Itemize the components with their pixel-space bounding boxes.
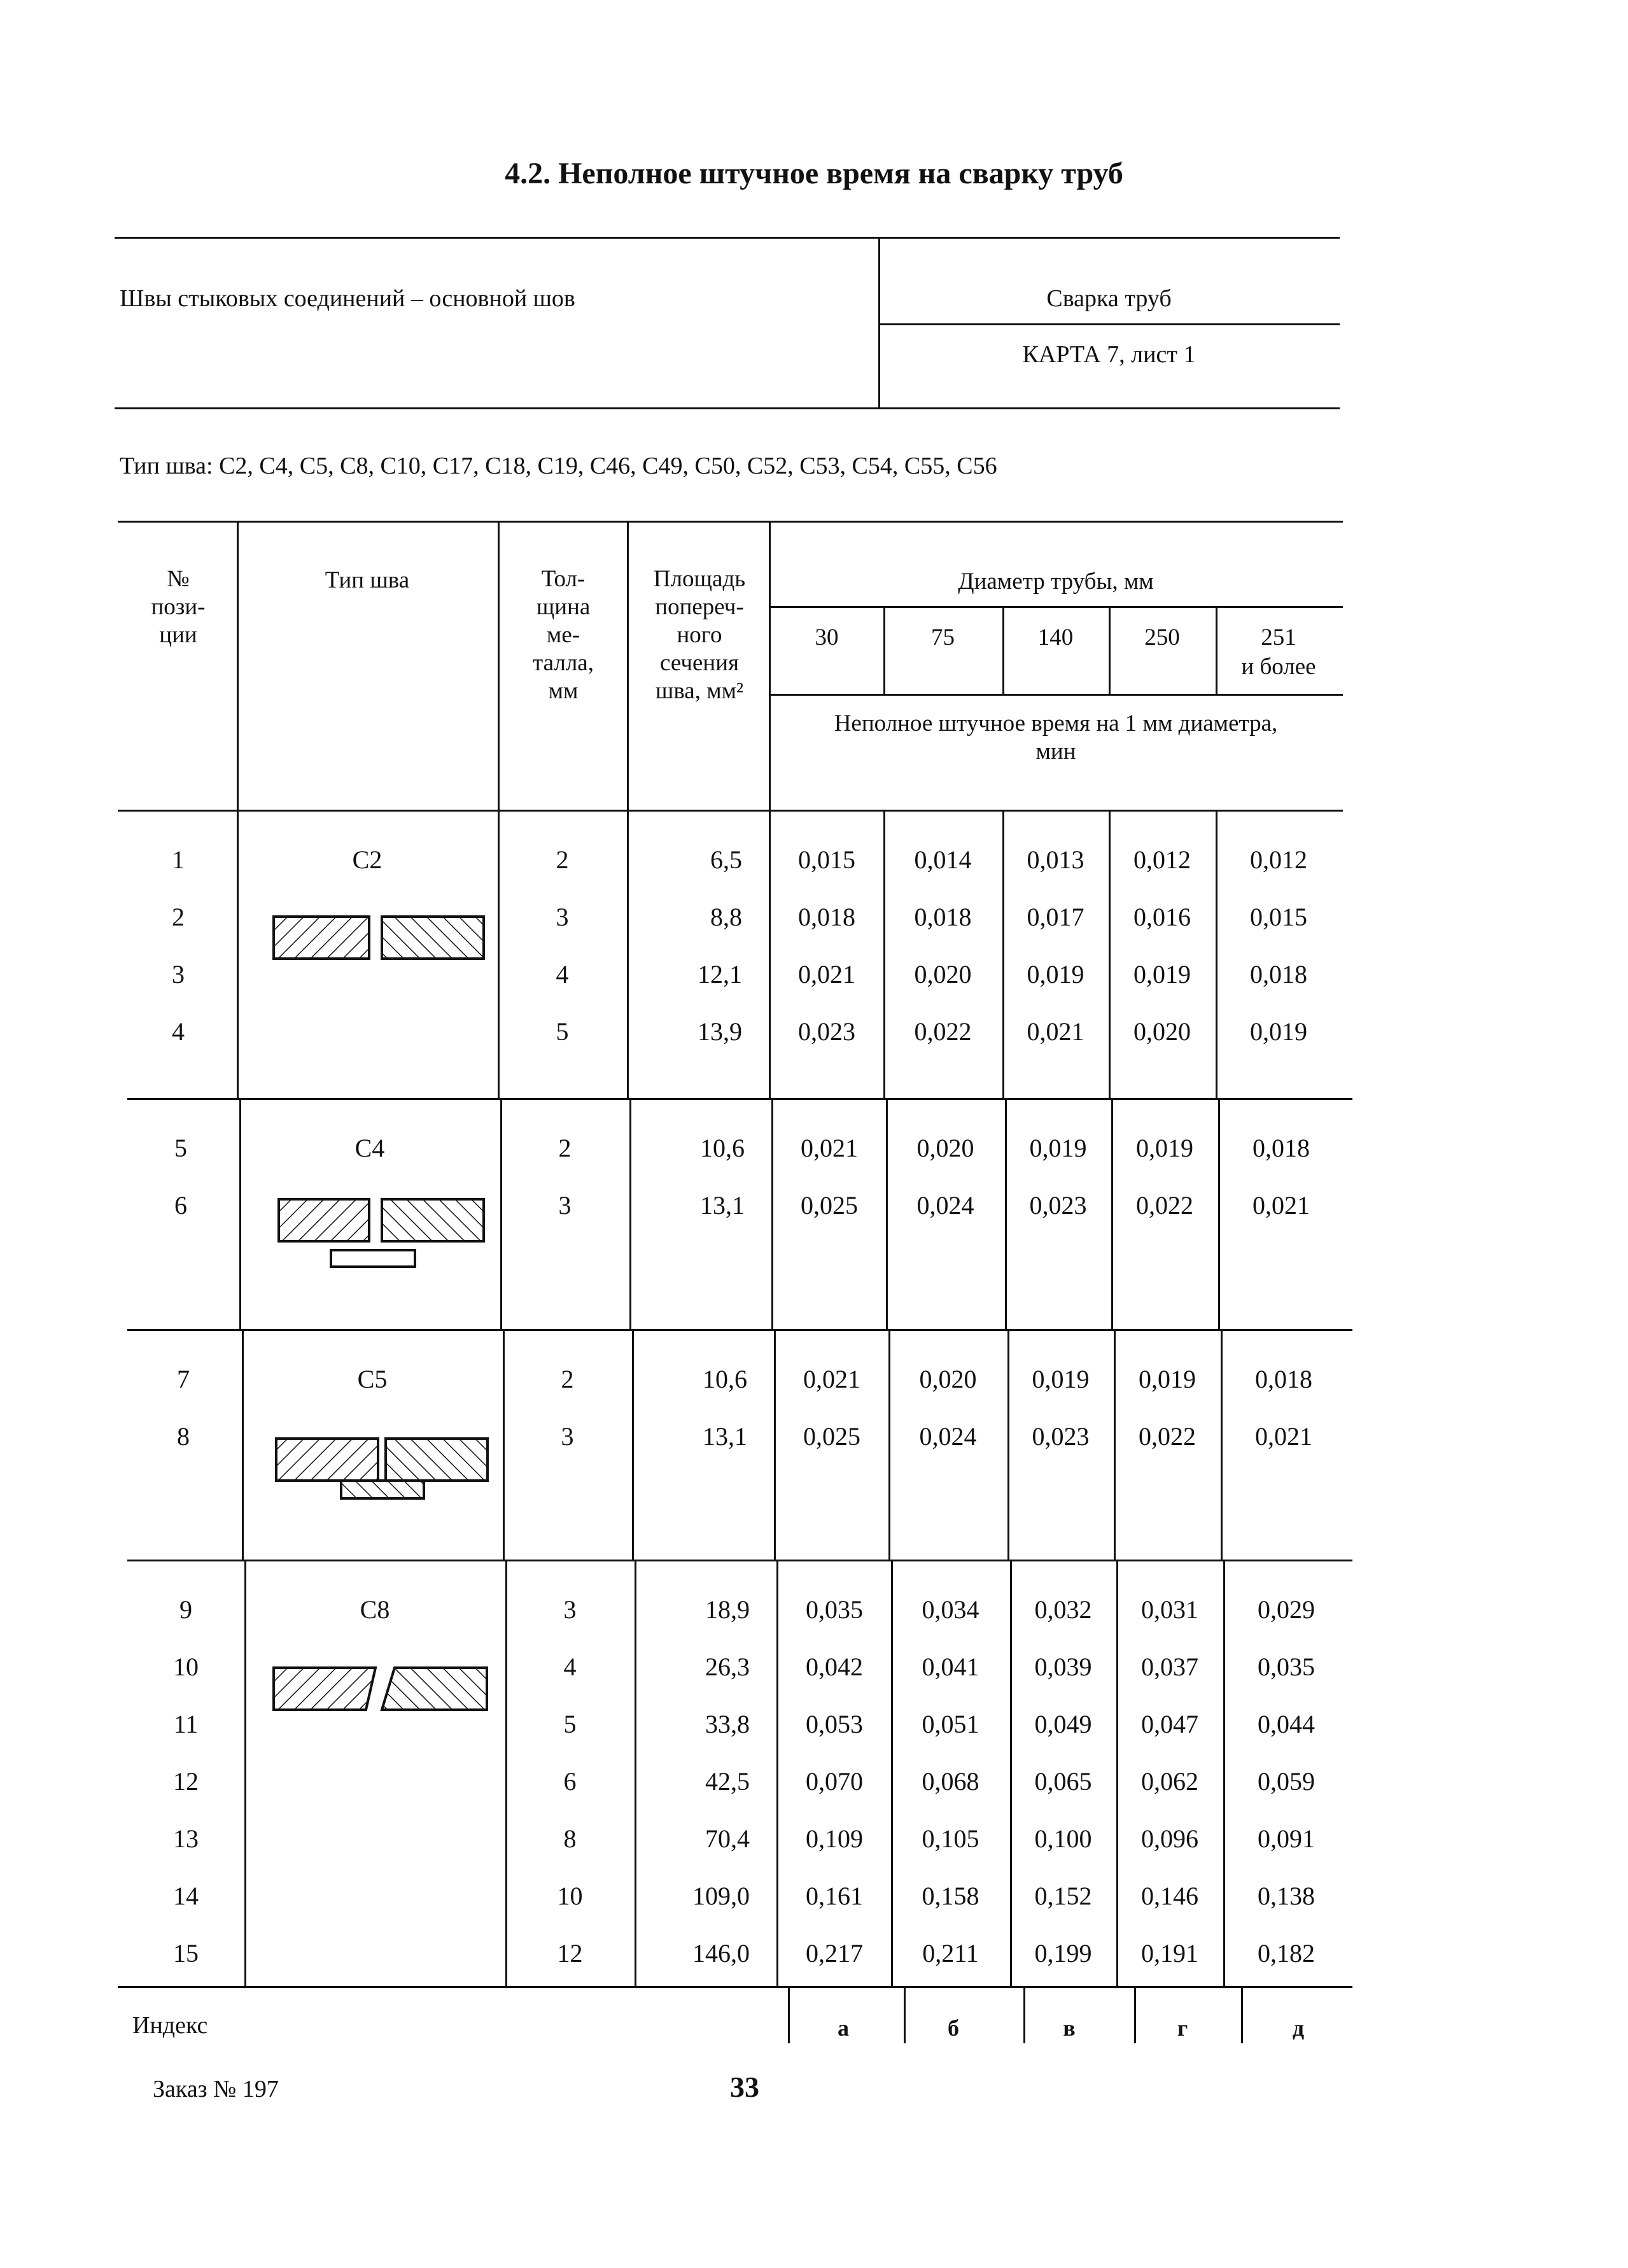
header-time-note-line: Неполное штучное время на 1 мм диаметра, [834,710,1278,736]
header-thickness-line: талла, [533,650,594,676]
row-position: 5 [174,1134,187,1162]
diameter-value: 140 [1037,624,1074,651]
seam-type-label: С2 [352,845,382,874]
row-time-value: 0,021 [1255,1422,1312,1451]
header-diameter: Диаметр трубы, мм [958,568,1154,595]
row-area: 12,1 [698,960,742,989]
row-time-value: 0,015 [1250,903,1307,931]
header-bottom-rule [115,407,1340,409]
row-time-value: 0,059 [1258,1767,1315,1796]
group-separator [127,1560,1352,1561]
row-time-value: 0,021 [801,1134,858,1162]
row-time-value: 0,015 [798,845,855,874]
row-time-value: 0,035 [806,1595,863,1624]
row-time-value: 0,019 [1133,960,1191,989]
header-seam-description: Швы стыковых соединений – основной шов [120,285,575,312]
header-col-divider [627,521,629,810]
row-thickness: 5 [563,1710,577,1738]
row-time-value: 0,217 [806,1939,863,1968]
row-time-value: 0,032 [1034,1595,1092,1624]
row-position: 2 [172,903,185,931]
row-area: 146,0 [692,1939,750,1968]
table-top-rule [118,521,1343,523]
seam-type-label: С5 [357,1365,388,1393]
row-thickness: 4 [563,1652,577,1681]
row-time-value: 0,025 [801,1191,858,1220]
header-pos-line: пози- [151,594,206,620]
row-time-value: 0,047 [1141,1710,1198,1738]
diameter-value: 250 [1144,624,1180,651]
row-position: 12 [173,1767,199,1796]
row-position: 15 [173,1939,199,1968]
weld-drawing-c8 [267,1655,503,1725]
row-time-value: 0,161 [806,1882,863,1910]
row-time-value: 0,182 [1258,1939,1315,1968]
row-thickness: 5 [556,1017,569,1046]
row-time-value: 0,025 [803,1422,860,1451]
row-time-value: 0,020 [919,1365,977,1393]
row-time-value: 0,021 [1253,1191,1310,1220]
row-position: 9 [179,1595,192,1624]
diameter-header-rule [769,606,1343,608]
row-area: 13,9 [698,1017,742,1046]
header-thickness-line: ме- [546,622,580,648]
header-area-line: сечения [659,650,740,676]
row-time-value: 0,019 [1136,1134,1193,1162]
row-time-value: 0,019 [1029,1134,1087,1162]
row-time-value: 0,024 [919,1422,977,1451]
row-time-value: 0,018 [1250,960,1307,989]
header-col-divider [498,521,500,810]
header-col-divider [237,521,239,810]
row-thickness: 10 [557,1882,583,1910]
row-thickness: 6 [563,1767,577,1796]
row-thickness: 8 [563,1824,577,1853]
page-number: 33 [730,2071,759,2103]
weld-drawing-c5 [267,1426,503,1509]
row-time-value: 0,068 [922,1767,979,1796]
group-separator [127,1098,1352,1100]
row-time-value: 0,152 [1034,1882,1092,1910]
row-time-value: 0,035 [1258,1652,1315,1681]
row-area: 109,0 [692,1882,750,1910]
row-area: 10,6 [700,1134,745,1162]
row-time-value: 0,053 [806,1710,863,1738]
weld-drawing-c4 [267,1190,503,1273]
row-time-value: 0,100 [1034,1824,1092,1853]
row-time-value: 0,024 [916,1191,974,1220]
row-thickness: 3 [561,1422,574,1451]
row-time-value: 0,158 [922,1882,979,1910]
row-time-value: 0,017 [1027,903,1084,931]
row-time-value: 0,039 [1034,1652,1092,1681]
row-time-value: 0,021 [1027,1017,1084,1046]
row-area: 13,1 [703,1422,747,1451]
row-time-value: 0,051 [922,1710,979,1738]
row-time-value: 0,019 [1139,1365,1196,1393]
index-letter: д [1292,2015,1305,2041]
header-pos [121,565,235,649]
row-time-value: 0,070 [806,1767,863,1796]
row-area: 13,1 [700,1191,745,1220]
header-pos-line: № [167,566,190,592]
header-time-note [769,710,1343,766]
row-time-value: 0,091 [1258,1824,1315,1853]
header-card-number: КАРТА 7, лист 1 [1022,341,1196,368]
row-time-value: 0,199 [1034,1939,1092,1968]
row-time-value: 0,146 [1141,1882,1198,1910]
index-letter: б [948,2015,959,2041]
row-time-value: 0,105 [922,1824,979,1853]
row-thickness: 2 [561,1365,574,1393]
row-area: 8,8 [710,903,742,931]
header-area-line: попереч- [655,594,744,620]
row-time-value: 0,062 [1141,1767,1198,1796]
row-time-value: 0,029 [1258,1595,1315,1624]
header-time-note-line: мин [1035,738,1076,764]
header-thickness-line: щина [536,594,591,620]
row-time-value: 0,211 [922,1939,979,1968]
row-time-value: 0,042 [806,1652,863,1681]
footer-order: Заказ № 197 [153,2076,279,2102]
diameter-value: 251 [1261,624,1296,651]
row-area: 26,3 [705,1652,750,1681]
row-time-value: 0,022 [914,1017,972,1046]
row-position: 3 [172,960,185,989]
seam-types-line: Тип шва: С2, С4, С5, С8, С10, С17, С18, С19, С46, С49, С50, С52, С53, С54, С55, С56 [120,453,997,479]
header-area [629,565,770,705]
row-time-value: 0,034 [922,1595,979,1624]
seam-type-label: С8 [360,1595,390,1624]
header-area-line: Площадь [653,566,746,592]
row-time-value: 0,023 [798,1017,855,1046]
row-area: 6,5 [710,845,742,874]
row-time-value: 0,014 [914,845,972,874]
row-time-value: 0,031 [1141,1595,1198,1624]
table-bottom-rule [118,1986,1352,1988]
row-time-value: 0,021 [798,960,855,989]
row-position: 7 [177,1365,190,1393]
row-time-value: 0,022 [1139,1422,1196,1451]
row-time-value: 0,096 [1141,1824,1198,1853]
row-thickness: 12 [557,1939,583,1968]
row-thickness: 3 [563,1595,577,1624]
row-area: 33,8 [705,1710,750,1738]
row-area: 70,4 [705,1824,750,1853]
diameter-value: 75 [931,624,955,651]
row-area: 18,9 [705,1595,750,1624]
index-letter: а [838,2015,849,2041]
row-time-value: 0,191 [1141,1939,1198,1968]
weld-drawing-c2 [267,904,503,968]
header-pos-line: ции [159,622,197,648]
header-col-divider [769,521,771,810]
index-divider [1023,1986,1025,2043]
row-time-value: 0,018 [798,903,855,931]
row-time-value: 0,016 [1133,903,1191,931]
diameter-value-suffix: и более [1241,654,1316,680]
row-position: 10 [173,1652,199,1681]
row-time-value: 0,065 [1034,1767,1092,1796]
row-time-value: 0,012 [1250,845,1307,874]
header-right-rule [878,323,1340,325]
row-time-value: 0,022 [1136,1191,1193,1220]
index-divider [904,1986,906,2043]
row-position: 6 [174,1191,187,1220]
header-thickness-line: мм [548,678,579,704]
row-thickness: 3 [558,1191,572,1220]
row-time-value: 0,013 [1027,845,1084,874]
row-area: 10,6 [703,1365,747,1393]
table-header-bottom-rule [118,810,1343,812]
row-time-value: 0,020 [1133,1017,1191,1046]
row-time-value: 0,044 [1258,1710,1315,1738]
row-time-value: 0,018 [1253,1134,1310,1162]
header-divider [878,237,880,407]
row-position: 11 [173,1710,199,1738]
row-time-value: 0,012 [1133,845,1191,874]
diameter-value: 30 [815,624,839,651]
header-thickness-line: Тол- [541,566,586,592]
row-time-value: 0,138 [1258,1882,1315,1910]
header-seam-type: Тип шва [325,567,410,593]
row-time-value: 0,023 [1029,1191,1087,1220]
row-time-value: 0,019 [1027,960,1084,989]
row-time-value: 0,037 [1141,1652,1198,1681]
row-thickness: 2 [556,845,569,874]
row-time-value: 0,018 [1255,1365,1312,1393]
index-divider [788,1986,790,2043]
row-time-value: 0,019 [1250,1017,1307,1046]
row-time-value: 0,041 [922,1652,979,1681]
row-thickness: 2 [558,1134,572,1162]
index-divider [1134,1986,1136,2043]
page-title: 4.2. Неполное штучное время на сварку труб [505,157,1123,190]
header-section-name: Сварка труб [1046,285,1172,312]
header-area-line: ного [677,622,722,648]
index-letter: в [1063,2015,1076,2041]
header-area-line: шва, мм² [655,678,744,704]
row-position: 14 [173,1882,199,1910]
row-time-value: 0,020 [914,960,972,989]
index-label: Индекс [132,2012,208,2039]
row-position: 4 [172,1017,185,1046]
row-position: 8 [177,1422,190,1451]
row-time-value: 0,020 [916,1134,974,1162]
row-time-value: 0,018 [914,903,972,931]
row-position: 13 [173,1824,199,1853]
group-separator [127,1329,1352,1331]
row-thickness: 3 [556,903,569,931]
header-thickness [498,565,629,705]
diameter-values-rule [769,694,1343,696]
row-time-value: 0,023 [1032,1422,1090,1451]
row-time-value: 0,049 [1034,1710,1092,1738]
row-time-value: 0,021 [803,1365,860,1393]
index-letter: г [1177,2015,1188,2041]
row-area: 42,5 [705,1767,750,1796]
row-time-value: 0,109 [806,1824,863,1853]
row-thickness: 4 [556,960,569,989]
row-position: 1 [172,845,185,874]
index-divider [1241,1986,1243,2043]
header-top-rule [115,237,1340,239]
seam-type-label: С4 [354,1134,385,1162]
row-time-value: 0,019 [1032,1365,1090,1393]
